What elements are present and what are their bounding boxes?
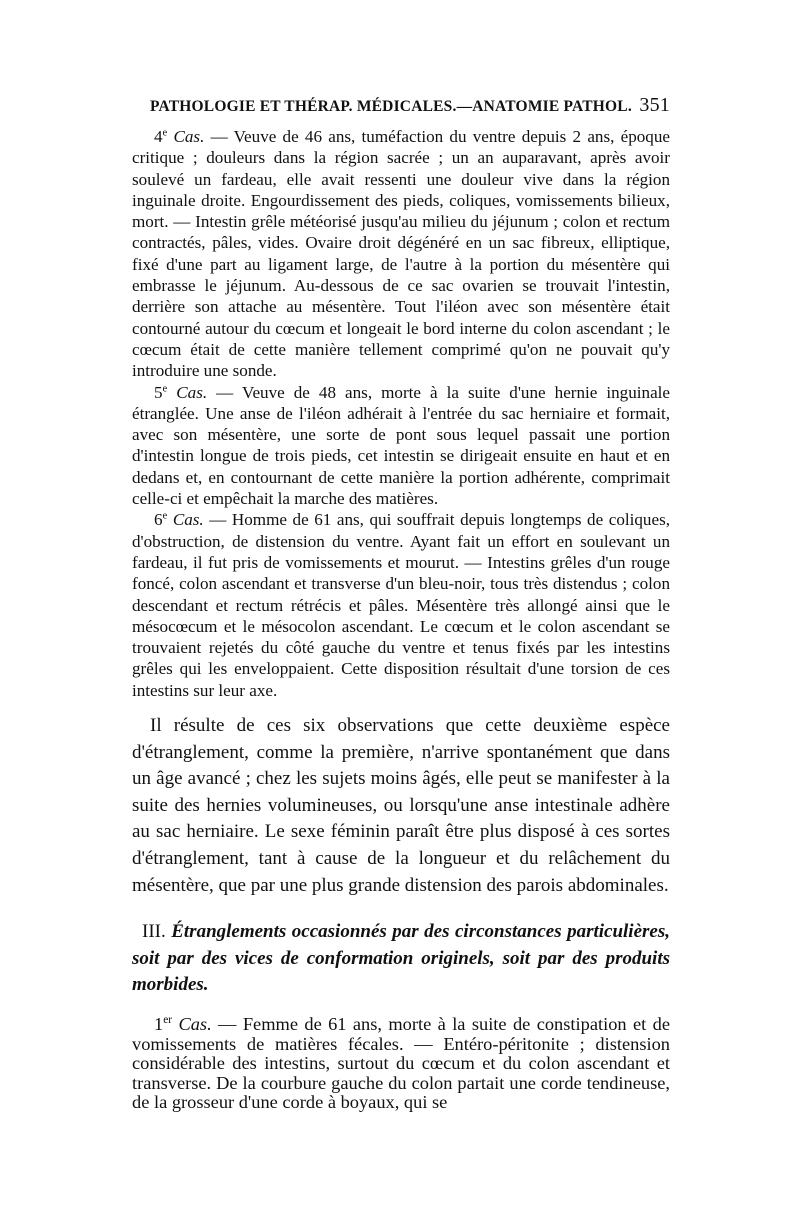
case-label: Cas. <box>172 510 204 530</box>
case-text: — Homme de 61 ans, qui souffrait depuis longtemps de coliques, d'obstruction, de distension du ventre. Ayant fait un effort en soulevant un fardeau, il fut pris de vomissements et mourut. — Intestins grêles d'un rouge foncé, colon ascendant et transverse d'un bleu-noir, tous très distendus ; colon descendant et rectum rétrécis et pâles. Mésentère très allongé ainsi que le mésocœcum et le mésocolon ascendant. Le cœcum et le colon ascendant se trouvaient rejetés du côté gauche du ventre et tenus fixés par les intestins grêles qui les enveloppaient. Cette disposition résultait d'une torsion de ces intestins sur leur axe. <box>132 510 670 700</box>
case-text: — Veuve de 46 ans, tuméfaction du ventre depuis 2 ans, époque critique ; douleurs dans la région sacrée ; un an auparavant, après avoir soulevé un fardeau, elle avait ressenti une douleur vive dans la région inguinale droite. Engourdissement des pieds, coliques, vomissements bilieux, mort. — Intestin grêle météorisé jusqu'au milieu du jéjunum ; colon et rectum contractés, pâles, vides. Ovaire droit dégénéré en un sac fibreux, elliptique, fixé d'une part au ligament large, de l'autre à la portion du mésentère qui embrasse le jéjunum. Au-dessous de ce sac ovarien se trouvait l'intestin, derrière son attache au mésentère. Tout l'iléon avec son mésentère était contourné autour du cœcum et longeait le bord interne du colon ascendant ; le cœcum était de cette manière tellement comprimé qu'on ne pouvait qu'y introduire une sonde. <box>132 127 670 381</box>
case-4-paragraph <box>132 126 670 382</box>
case-number: 5 <box>154 382 163 402</box>
case-label: Cas. <box>176 382 208 402</box>
page-header <box>150 94 670 117</box>
case-5-paragraph <box>132 382 670 510</box>
case-text: — Femme de 61 ans, morte à la suite de constipation et de vomissements de matières fécales. — Entéro-péritonite ; distension considérable des intestins, surtout du cœcum et du colon ascendant et transverse. De la courbure gauche du colon partait une corde tendineuse, de la grosseur d'une corde à boyaux, qui se <box>132 1013 670 1113</box>
body-text <box>132 126 670 1113</box>
section-number: III. <box>142 921 166 943</box>
section-title: Étranglements occasionnés par des circonstances particulières, soit par des vices de conformation originels, soit par des produits morbides. <box>132 921 670 996</box>
case-label: Cas. <box>173 127 205 146</box>
case-ordinal-suffix: e <box>162 382 168 394</box>
case-number: 4 <box>154 127 163 146</box>
case-ordinal-suffix: e <box>162 510 168 522</box>
case-1-paragraph <box>132 1015 670 1113</box>
summary-paragraph: Il résulte de ces six observations que cette deuxième espèce d'étranglement, comme la première, n'arrive spontanément que dans un âge avancé ; chez les sujets moins âgés, elle peut se manifester à la suite des hernies volumineuses, ou lorsqu'une anse intestinale adhère au sac herniaire. Le sexe féminin paraît être plus disposé à ces sortes d'étranglement, tant à cause de la longueur et du relâchement du mésentère, que par une plus grande distension des parois abdominales. <box>132 715 670 896</box>
case-ordinal-suffix: e <box>162 127 168 139</box>
case-ordinal-suffix: er <box>163 1013 173 1026</box>
case-6-paragraph <box>132 509 670 701</box>
section-heading <box>132 919 670 999</box>
running-title: PATHOLOGIE ET THÉRAP. MÉDICALES.—ANATOMIE PATHOL. <box>150 98 632 115</box>
case-text: — Veuve de 48 ans, morte à la suite d'une hernie inguinale étranglée. Une anse de l'iléon adhérait à l'entrée du sac herniaire et formait, avec son mésentère, une sorte de pont sous lequel passait une portion d'intestin longue de trois pieds, cet intestin se dirigeait ensuite en haut et en dedans et, en contournant de cette manière la portion adhérente, comprimait celle-ci et empêchait la marche des matières. <box>132 382 670 509</box>
case-label: Cas. <box>178 1013 212 1034</box>
case-number: 6 <box>154 510 163 530</box>
case-number: 1 <box>154 1013 164 1034</box>
page-number: 351 <box>639 94 670 116</box>
